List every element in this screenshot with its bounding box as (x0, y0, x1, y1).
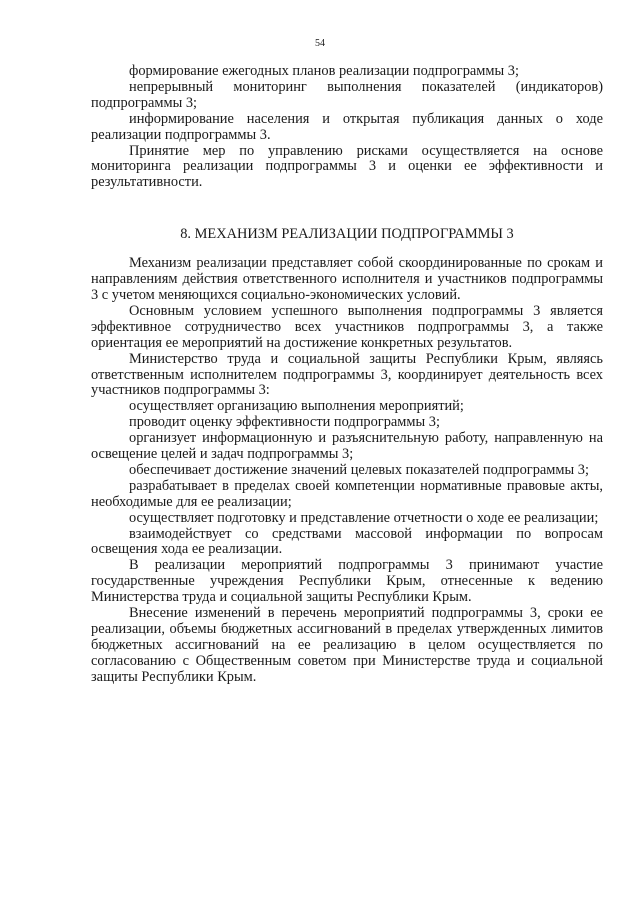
page-number: 54 (315, 38, 325, 49)
paragraph: информирование населения и открытая публикация данных о ходе реализации подпрограммы 3. (91, 110, 603, 143)
list-item: разрабатывает в пределах своей компетенции нормативные правовые акты, необходимые для ее реализации; (91, 477, 603, 510)
list-item: осуществляет организацию выполнения мероприятий; (129, 398, 464, 415)
list-item: организует информационную и разъяснительную работу, направленную на освещение целей и задач подпрограммы 3; (91, 430, 603, 463)
paragraph: непрерывный мониторинг выполнения показателей (индикаторов) подпрограммы 3; (91, 78, 603, 111)
paragraph: формирование ежегодных планов реализации подпрограммы 3; (129, 63, 519, 79)
paragraph: Принятие мер по управлению рисками осуществляется на основе мониторинга реализации подпрограммы 3 и оценки ее эффективности и результативности. (91, 142, 603, 191)
list-item: проводит оценку эффективности подпрограммы 3; (129, 414, 440, 431)
document-body (91, 64, 603, 686)
paragraph: Внесение изменений в перечень мероприятий подпрограммы 3, сроки ее реализации, объемы бюджетных ассигнований в пределах утвержденных лимитов бюджетных ассигнований на ее реализацию в целом осуществляется по согласованию с Общественным советом при Министерстве труда и социальной защиты Республики Крым. (91, 605, 603, 685)
list-item: взаимодействует со средствами массовой информации по вопросам освещения хода ее реализации. (91, 525, 603, 558)
paragraph: Основным условием успешного выполнения подпрограммы 3 является эффективное сотрудничество всех участников подпрограммы 3, а также ориентация ее мероприятий на достижение конкретных результатов. (91, 302, 603, 351)
paragraph: Министерство труда и социальной защиты Республики Крым, являясь ответственным исполнителем подпрограммы 3, координирует деятельность всех участников подпрограммы 3: (91, 350, 603, 399)
section-heading: 8. МЕХАНИЗМ РЕАЛИЗАЦИИ ПОДПРОГРАММЫ 3 (180, 226, 514, 243)
paragraph: В реализации мероприятий подпрограммы 3 принимают участие государственные учреждения Республики Крым, отнесенные к ведению Министерства труда и социальной защиты Республики Крым. (91, 557, 603, 606)
list-item: обеспечивает достижение значений целевых показателей подпрограммы 3; (129, 461, 589, 478)
paragraph: Механизм реализации представляет собой скоординированные по срокам и направлениям действия ответственного исполнителя и участников подпрограммы 3 с учетом меняющихся социально-экономических условий. (91, 255, 603, 303)
list-item: осуществляет подготовку и представление отчетности о ходе ее реализации; (129, 509, 599, 526)
